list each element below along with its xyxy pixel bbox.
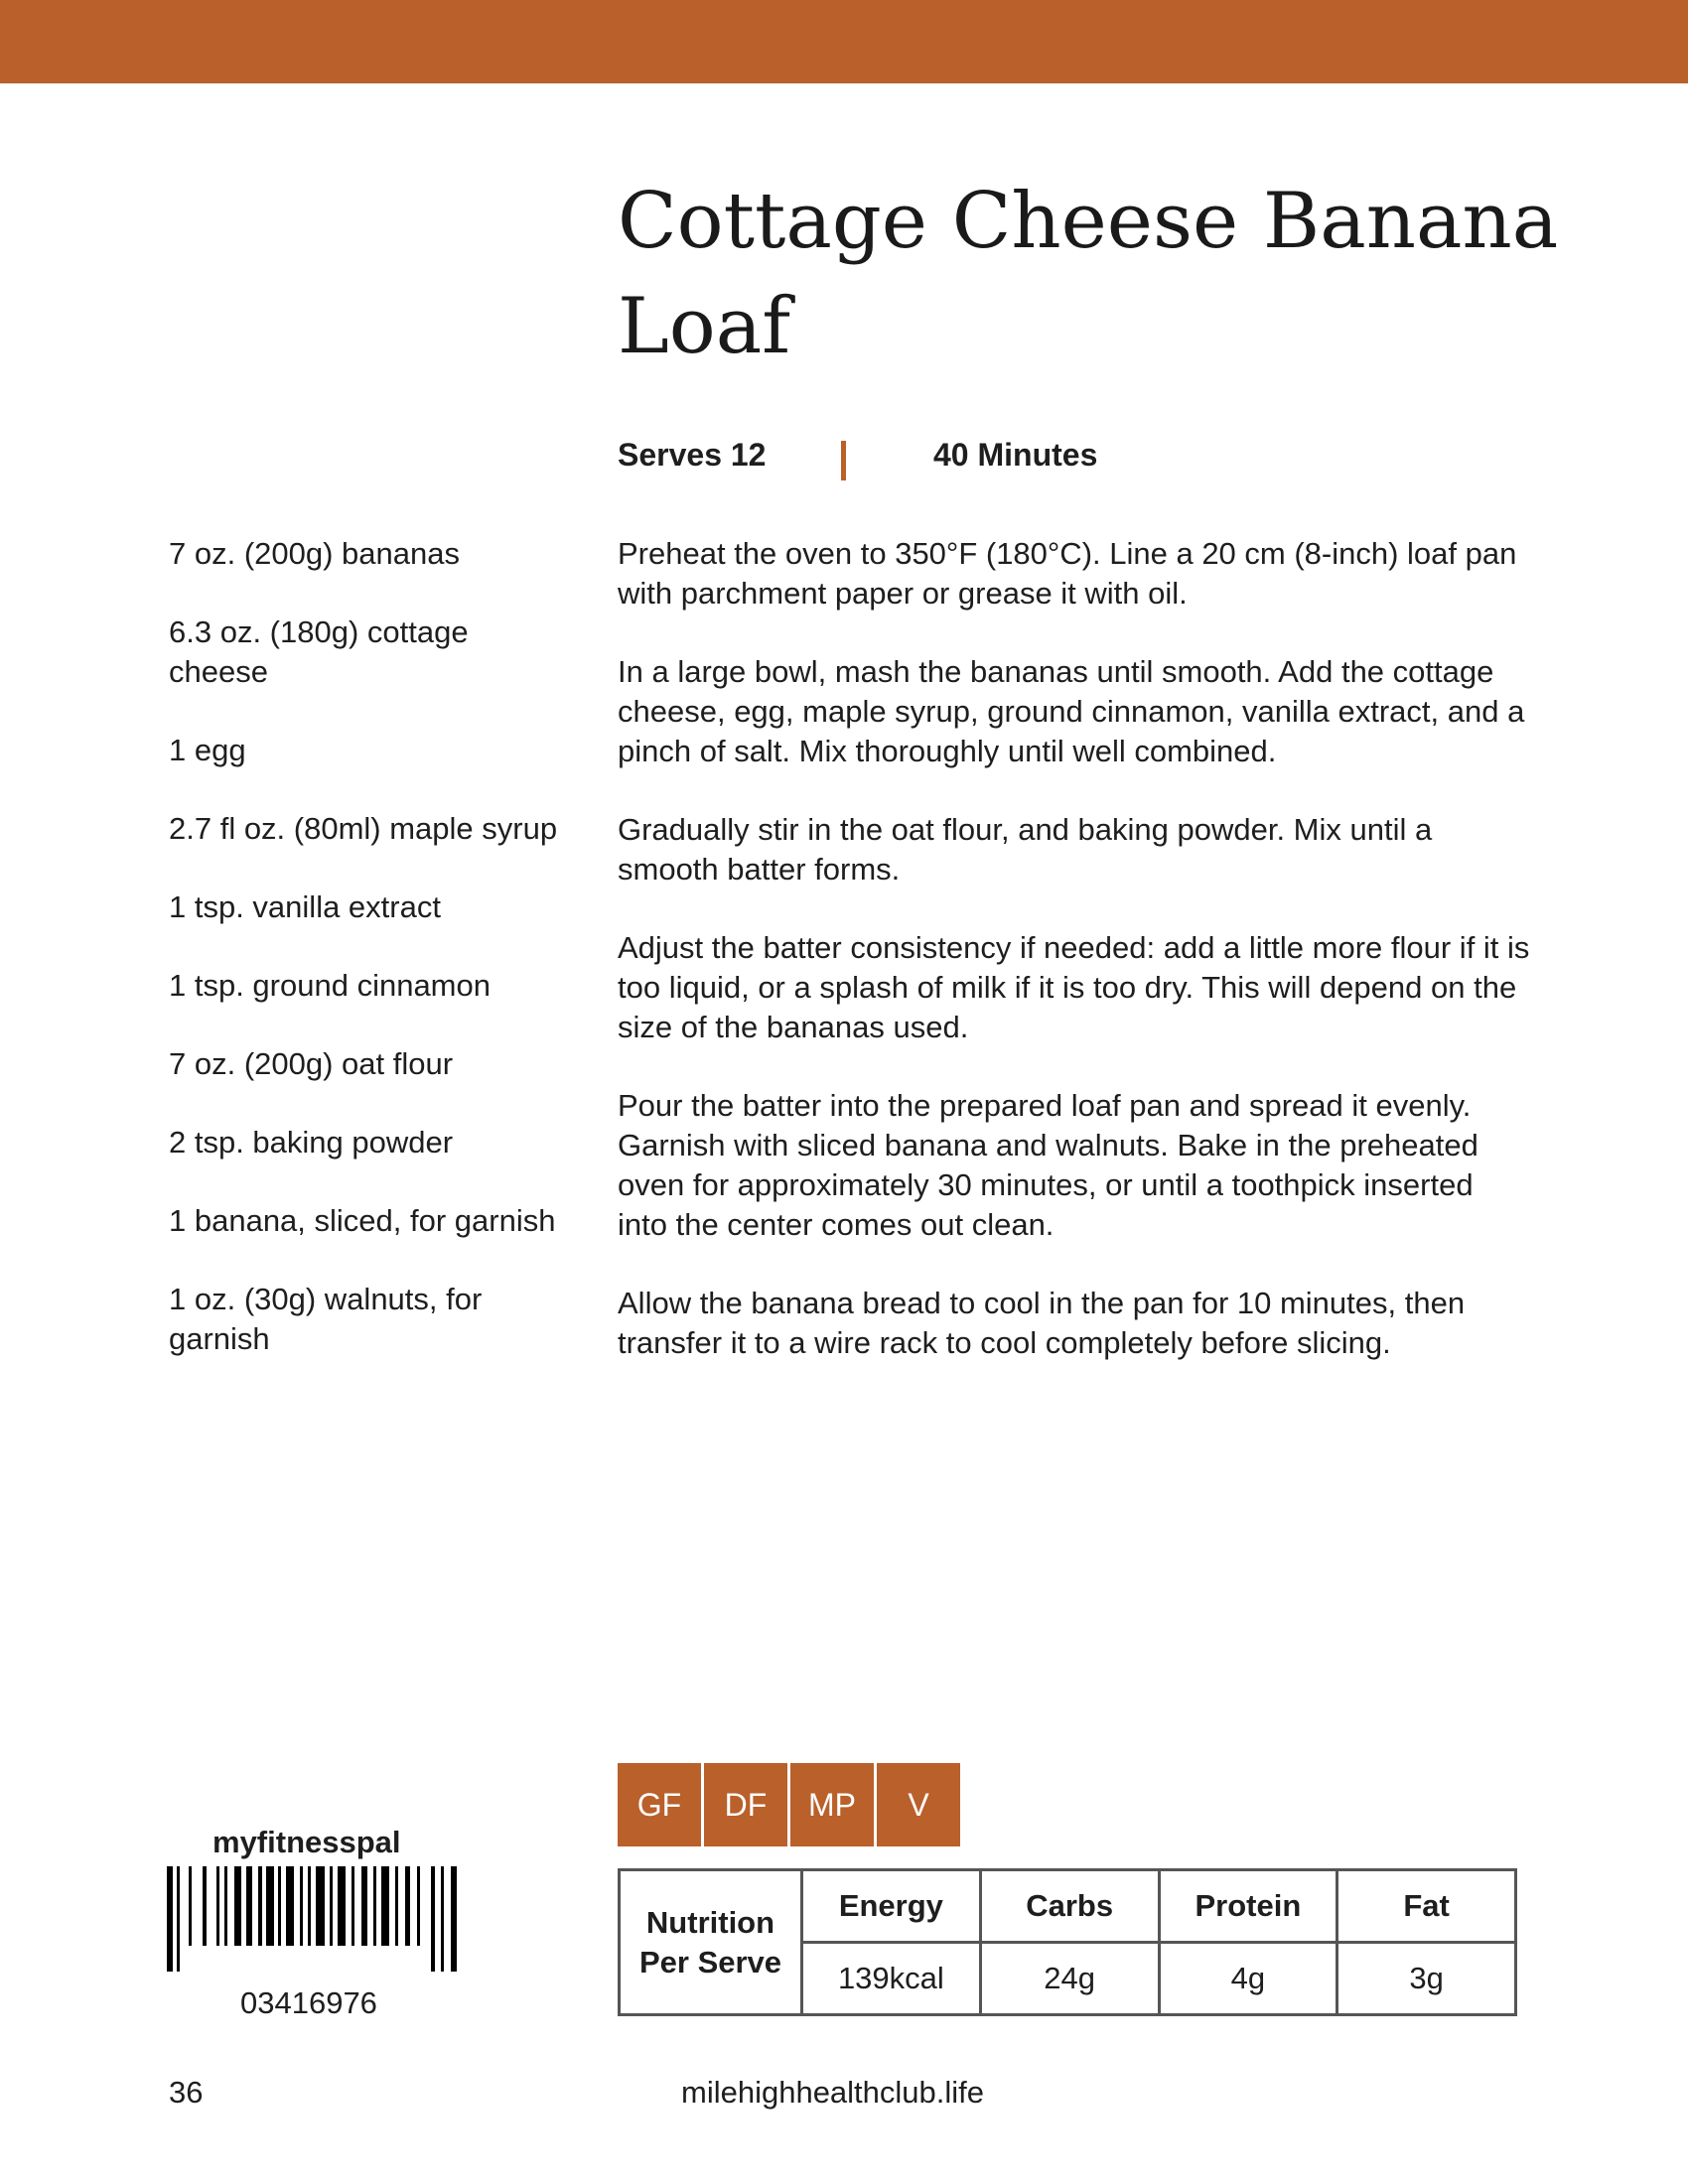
serves-label: Serves 12: [618, 437, 767, 473]
method-step: Preheat the oven to 350°F (180°C). Line a 20 cm (8-inch) loaf pan with parchment paper or grease it with oil.: [618, 536, 1517, 611]
nutrition-value-protein: 4g: [1159, 1943, 1337, 2015]
diet-tag-mp: MP: [790, 1763, 874, 1846]
ingredient-item: 1 oz. (30g) walnuts, for garnish: [169, 1282, 483, 1356]
barcode-number: 03416976: [240, 1985, 377, 2020]
top-accent-bar: [0, 0, 1688, 83]
brand-name: myfitnesspal: [212, 1825, 401, 1859]
diet-tag-gf: GF: [618, 1763, 701, 1846]
nutrition-value-energy: 139kcal: [802, 1943, 981, 2015]
ingredient-item: 7 oz. (200g) bananas: [169, 536, 460, 571]
nutrition-header-fat: Fat: [1337, 1870, 1516, 1943]
nutrition-label: [620, 1870, 802, 2015]
nutrition-value-carbs: 24g: [980, 1943, 1159, 2015]
ingredient-item: 7 oz. (200g) oat flour: [169, 1046, 454, 1081]
diet-tag-v: V: [877, 1763, 960, 1846]
ingredients-list: [169, 534, 566, 1398]
time-label: 40 Minutes: [933, 437, 1098, 473]
diet-tag-df: DF: [704, 1763, 787, 1846]
method-steps: [618, 534, 1531, 1402]
method-step: In a large bowl, mash the bananas until smooth. Add the cottage cheese, egg, maple syrup, ground cinnamon, vanilla extract, and a pinch of salt. Mix thoroughly until well combined.: [618, 654, 1525, 768]
recipe-title: Cottage Cheese Banana Loaf: [618, 177, 1559, 371]
ingredient-item: 1 egg: [169, 733, 246, 767]
nutrition-header-carbs: Carbs: [980, 1870, 1159, 1943]
method-step: Adjust the batter consistency if needed: add a little more flour if it is too liquid, or a splash of milk if it is too dry. This will depend on the size of the bananas used.: [618, 930, 1530, 1044]
method-step: Pour the batter into the prepared loaf pan and spread it evenly. Garnish with sliced banana and walnuts. Bake in the preheated oven for approximately 30 minutes, or until a toothpick inserted into the center comes out clean.: [618, 1088, 1478, 1242]
nutrition-label-line2: Per Serve: [638, 1944, 782, 1979]
barcode-icon: [167, 1866, 461, 1972]
ingredient-item: 6.3 oz. (180g) cottage cheese: [169, 614, 469, 689]
ingredient-item: 2.7 fl oz. (80ml) maple syrup: [169, 811, 558, 846]
footer-url: milehighhealthclub.life: [681, 2075, 985, 2110]
nutrition-value-fat: 3g: [1337, 1943, 1516, 2015]
ingredient-item: 1 tsp. vanilla extract: [169, 889, 441, 924]
ingredient-item: 1 banana, sliced, for garnish: [169, 1203, 556, 1238]
nutrition-table: [618, 1868, 1517, 2016]
nutrition-label-line1: Nutrition: [645, 1904, 775, 1940]
method-step: Allow the banana bread to cool in the pan for 10 minutes, then transfer it to a wire rack to cool completely before slicing.: [618, 1286, 1466, 1360]
diet-tags: [618, 1763, 963, 1846]
nutrition-header-protein: Protein: [1159, 1870, 1337, 1943]
method-step: Gradually stir in the oat flour, and baking powder. Mix until a smooth batter forms.: [618, 812, 1433, 887]
meta-divider: [841, 441, 846, 480]
page-number: 36: [169, 2075, 204, 2110]
ingredient-item: 2 tsp. baking powder: [169, 1125, 454, 1160]
nutrition-header-energy: Energy: [802, 1870, 981, 1943]
ingredient-item: 1 tsp. ground cinnamon: [169, 968, 491, 1003]
